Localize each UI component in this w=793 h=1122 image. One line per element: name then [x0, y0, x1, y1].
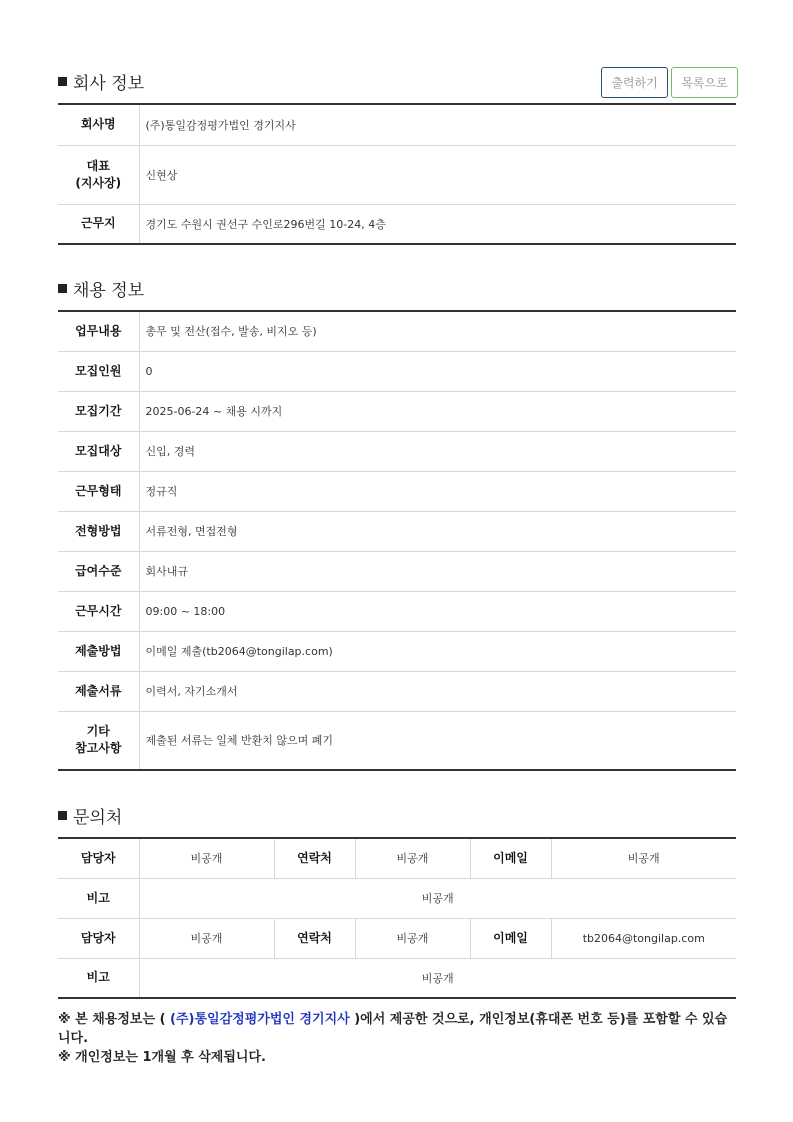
ceo-label: 대표 (지사장)	[58, 145, 139, 204]
employment-type-label: 근무형태	[58, 471, 139, 511]
salary-value: 회사내규	[139, 551, 736, 591]
notice-line-2: ※ 개인정보는 1개월 후 삭제됩니다.	[58, 1050, 266, 1065]
email-value: 비공개	[551, 838, 736, 878]
notice-suffix: )에서 제공한 것으로, 개인정보(휴대폰 번호 등)를 포함할 수 있습니다.	[58, 1012, 728, 1046]
table-row	[58, 958, 736, 998]
list-button[interactable]: 목록으로	[671, 67, 738, 98]
table-row	[58, 878, 736, 918]
documents-value: 이력서, 자기소개서	[139, 671, 736, 711]
salary-label: 급여수준	[58, 551, 139, 591]
manager-value: 비공개	[139, 838, 274, 878]
table-row	[58, 104, 736, 145]
contact-section-header	[58, 803, 122, 828]
headcount-label: 모집인원	[58, 351, 139, 391]
contact-section-title: 문의처	[73, 808, 123, 828]
square-bullet-icon	[58, 77, 67, 86]
workplace-value: 경기도 수원시 권선구 수인로296번길 10-24, 4층	[145, 217, 386, 231]
table-row	[58, 671, 736, 711]
target-value: 신입, 경력	[139, 431, 736, 471]
manager-value: 비공개	[139, 918, 274, 958]
recruit-info-table	[58, 310, 736, 771]
company-name-label: 회사명	[58, 104, 139, 145]
action-buttons	[601, 67, 738, 98]
company-section-header	[58, 69, 144, 94]
table-row	[58, 591, 736, 631]
hours-label: 근무시간	[58, 591, 139, 631]
period-value: 2025-06-24 ~ 채용 시까지	[139, 391, 736, 431]
period-label: 모집기간	[58, 391, 139, 431]
recruit-section-header	[58, 276, 144, 301]
table-row	[58, 918, 736, 958]
employment-type-value: 정규직	[139, 471, 736, 511]
email-label: 이메일	[470, 918, 551, 958]
table-row	[58, 511, 736, 551]
submit-method-label: 제출방법	[58, 631, 139, 671]
table-row	[58, 311, 736, 351]
company-name-value: (주)통일감정평가법인 경기지사	[139, 104, 736, 145]
table-row	[58, 391, 736, 431]
duty-value: 총무 및 전산(접수, 발송, 비지오 등)	[139, 311, 736, 351]
phone-label: 연락처	[274, 918, 355, 958]
duty-label: 업무내용	[58, 311, 139, 351]
note-value: 비공개	[421, 971, 454, 985]
table-row	[58, 838, 736, 878]
table-row	[58, 431, 736, 471]
notice-line-1	[58, 1010, 738, 1048]
print-button[interactable]: 출력하기	[601, 67, 668, 98]
table-row	[58, 631, 736, 671]
documents-label: 제출서류	[58, 671, 139, 711]
screening-label: 전형방법	[58, 511, 139, 551]
email-label: 이메일	[470, 838, 551, 878]
table-row	[58, 471, 736, 511]
privacy-notice	[58, 1010, 738, 1067]
square-bullet-icon	[58, 284, 67, 293]
manager-label: 담당자	[58, 838, 139, 878]
target-label: 모집대상	[58, 431, 139, 471]
recruit-section-title: 채용 정보	[73, 281, 145, 301]
company-section-title: 회사 정보	[73, 74, 145, 94]
table-row	[58, 204, 736, 244]
notice-prefix: ※ 본 채용정보는 (	[58, 1012, 171, 1027]
phone-label: 연락처	[274, 838, 355, 878]
submit-method-value: 이메일 제출(tb2064@tongilap.com)	[139, 631, 736, 671]
note-value: 비공개	[139, 878, 736, 918]
phone-value: 비공개	[355, 918, 470, 958]
company-info-table	[58, 103, 736, 245]
table-row	[58, 551, 736, 591]
manager-label: 담당자	[58, 918, 139, 958]
workplace-label: 근무지	[58, 204, 139, 244]
screening-value: 서류전형, 면접전형	[139, 511, 736, 551]
contact-table	[58, 837, 736, 999]
note-label: 비고	[58, 958, 139, 998]
headcount-value: 0	[139, 351, 736, 391]
email-value: tb2064@tongilap.com	[551, 918, 736, 958]
table-row	[58, 145, 736, 204]
hours-value: 09:00 ~ 18:00	[139, 591, 736, 631]
note-label: 비고	[58, 878, 139, 918]
table-row	[58, 351, 736, 391]
square-bullet-icon	[58, 811, 67, 820]
table-row	[58, 711, 736, 770]
ceo-value: 신현상	[139, 145, 736, 204]
notice-company: (주)통일감정평가법인 경기지사	[170, 1012, 350, 1027]
other-notes-value: 제출된 서류는 일체 반환치 않으며 폐기	[145, 734, 333, 748]
phone-value: 비공개	[355, 838, 470, 878]
other-notes-label: 기타 참고사항	[58, 711, 139, 770]
